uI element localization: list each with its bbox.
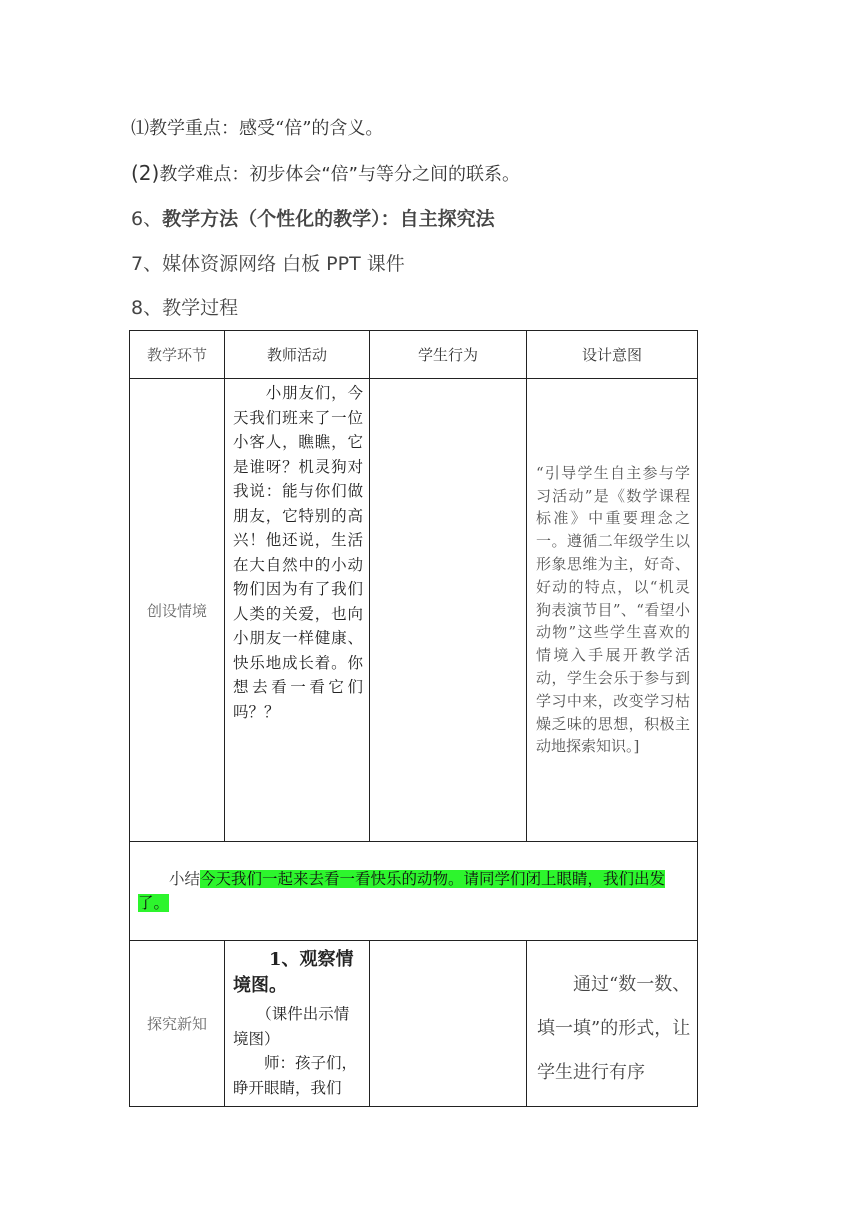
method-text: 教学方法（个性化的教学）：自主探究法	[162, 208, 495, 230]
difficulty-line	[131, 160, 520, 186]
focus-line: ⑴教学重点：感受“倍”的含义。	[131, 118, 384, 139]
method-number: 6、	[131, 208, 163, 230]
activity-text: （课件出示情境图）	[233, 1005, 350, 1048]
process-table	[129, 330, 698, 1107]
header-stage: 教学环节	[130, 331, 225, 379]
teacher-activity-cell	[225, 941, 370, 1107]
summary-row	[130, 842, 698, 941]
header-student: 学生行为	[370, 331, 527, 379]
difficulty-text: 教学难点：初步体会“倍”与等分之间的联系。	[159, 164, 520, 185]
header-teacher: 教师活动	[225, 331, 370, 379]
process-heading: 8、教学过程	[131, 297, 239, 319]
teacher-activity-cell: 小朋友们，今天我们班来了一位小客人，瞧瞧，它是谁呀？机灵狗对我说：能与你们做朋友，它特别的高兴！他还说，生活在大自然中的小动物们因为有了我们人类的关爱，也向小朋友一样健康、快乐地成长着。你想去看一看它们吗？？	[225, 379, 370, 842]
table-header-row	[130, 331, 698, 379]
activity-heading: 1、观察情境图。	[233, 949, 354, 996]
stage-cell: 探究新知	[130, 941, 225, 1107]
activity-text: 师：孩子们，睁开眼睛，我们	[233, 1054, 358, 1097]
table-row	[130, 379, 698, 842]
student-behavior-cell	[370, 379, 527, 842]
media-line: 7、媒体资源网络 白板 PPT 课件	[131, 253, 405, 275]
summary-highlight: 今天我们一起来去看一看快乐的动物。请同学们闭上眼睛，我们出发了。	[138, 870, 666, 912]
summary-label: 小结	[138, 870, 201, 888]
table-row	[130, 941, 698, 1107]
difficulty-number: (2)	[131, 161, 160, 185]
design-intent-cell: 通过“数一数、填一填”的形式，让学生进行有序	[527, 941, 698, 1107]
header-design: 设计意图	[527, 331, 698, 379]
summary-cell	[130, 842, 698, 941]
student-behavior-cell	[370, 941, 527, 1107]
design-intent-cell: “引导学生自主参与学习活动”是《数学课程标准》中重要理念之一。遵循二年级学生以形象思维为主，好奇、好动的特点，以“机灵狗表演节目”、“看望小动物”这些学生喜欢的情境入手展开教学活动，学生会乐于参与到学习中来，改变学习枯燥乏味的思想，积极主动地探索知识。]	[527, 379, 698, 842]
method-line	[131, 204, 495, 231]
stage-cell: 创设情境	[130, 379, 225, 842]
